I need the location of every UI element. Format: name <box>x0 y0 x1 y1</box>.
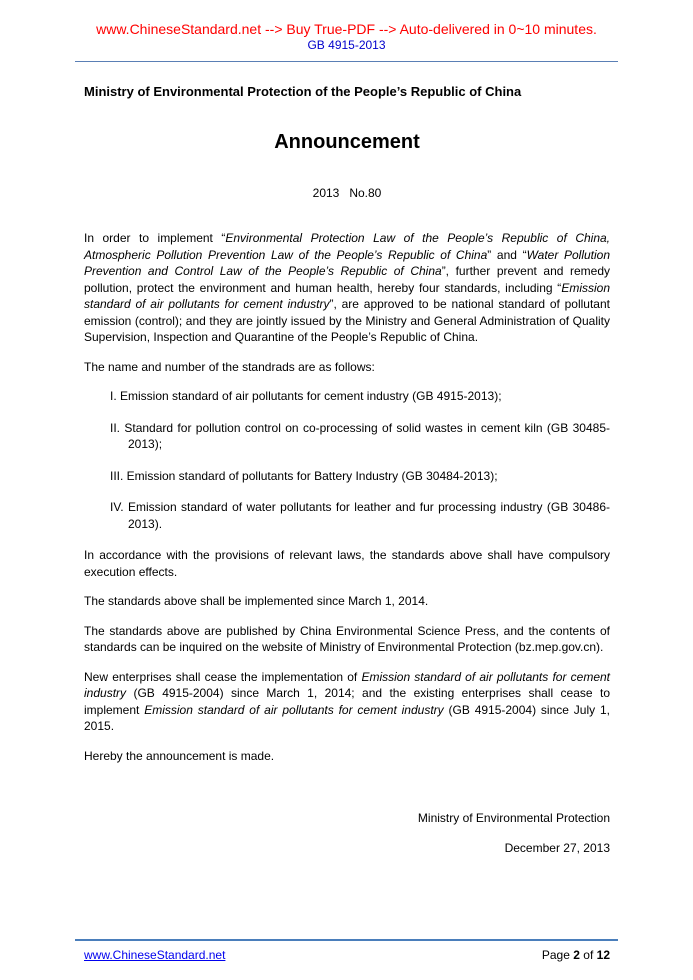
list-item <box>110 499 610 532</box>
italic-text: Environmental Protection Law of the People’s Republic of China, Atmospheric Pollution Prevention Law of the People’s Republic of China <box>84 231 610 262</box>
text-segment: (GB 4915-2004) since July 1, 2015. <box>84 702 611 733</box>
paragraph <box>84 230 610 346</box>
content-area <box>84 84 610 856</box>
text-segment: ” and “ <box>487 247 527 262</box>
page-total: 12 <box>596 948 610 962</box>
list-item <box>110 468 610 485</box>
paragraph <box>84 748 610 765</box>
signature-line <box>84 840 610 857</box>
italic-text: Emission standard of air pollutants for cement industry <box>84 669 610 700</box>
doc-code: GB 4915-2013 <box>307 38 386 52</box>
italic-text: Water Pollution Prevention and Control Law of the People’s Republic of China <box>84 247 611 278</box>
text-segment: II. Standard for pollution control on co-processing of solid wastes in cement kiln (GB 30485-2013); <box>110 420 610 451</box>
text-segment: Hereby the announcement is made. <box>84 748 275 763</box>
paragraph <box>84 669 610 735</box>
italic-text: Emission standard of air pollutants for cement industry <box>144 702 444 717</box>
text-segment: December 27, 2013 <box>504 840 610 855</box>
page-indicator <box>542 948 610 962</box>
page-current: 2 <box>573 948 580 962</box>
text-segment: The name and number of the standrads are as follows: <box>84 359 375 374</box>
announcement-title: Announcement <box>274 131 420 153</box>
footer <box>0 939 693 962</box>
footer-row <box>84 948 610 962</box>
text-segment: ”, further prevent and remedy pollution, protect the environment and human health, hereby four standards, including “ <box>84 264 610 295</box>
text-segment: The standards above shall be implemented since March 1, 2014. <box>84 594 429 608</box>
page-of: of <box>583 948 594 962</box>
footer-link[interactable]: www.ChineseStandard.net <box>84 948 226 962</box>
document-body <box>84 230 610 856</box>
list-item <box>110 388 610 405</box>
page-label: Page <box>541 948 570 962</box>
paragraph <box>84 359 610 376</box>
text-segment: Ministry of Environmental Protection <box>417 811 610 825</box>
list-item <box>110 420 610 453</box>
issue-number: 2013 No.80 <box>312 186 382 200</box>
text-segment: ”, are approved to be national standard of pollutant emission (control); and they are jointly issued by the Ministry and General Administration of Quality Supervision, Inspection and Quarantine of the People’s Republic of China. <box>84 297 610 344</box>
text-segment: I. Emission standard of air pollutants for cement industry (GB 4915-2013); <box>110 389 502 403</box>
paragraph <box>84 593 610 610</box>
text-segment: III. Emission standard of pollutants for Battery Industry (GB 30484-2013); <box>110 468 498 483</box>
text-segment: In accordance with the provisions of relevant laws, the standards above shall have compulsory execution effects. <box>84 548 610 579</box>
header-promo: www.ChineseStandard.net --> Buy True-PDF --> Auto-delivered in 0~10 minutes. <box>96 21 597 37</box>
text-segment: The standards above are published by China Environmental Science Press, and the contents of standards can be inquired on the website of Ministry of Environmental Protection (bz.mep.gov.cn). <box>84 623 610 654</box>
header-rule <box>75 61 618 62</box>
signature-line <box>84 810 610 827</box>
text-segment: (GB 4915-2004) since March 1, 2014; and the existing enterprises shall cease to implement <box>84 686 610 717</box>
paragraph <box>84 623 610 656</box>
italic-text: Emission standard of air pollutants for cement industry <box>84 280 610 311</box>
footer-rule <box>75 939 618 941</box>
paragraph <box>84 547 610 580</box>
text-segment: New enterprises shall cease the implementation of <box>84 669 362 684</box>
text-segment: IV. Emission standard of water pollutants for leather and fur processing industry (GB 30486-2013). <box>110 500 610 531</box>
ministry-heading: Ministry of Environmental Protection of the People’s Republic of China <box>84 84 522 99</box>
text-segment: In order to implement “ <box>84 231 226 245</box>
